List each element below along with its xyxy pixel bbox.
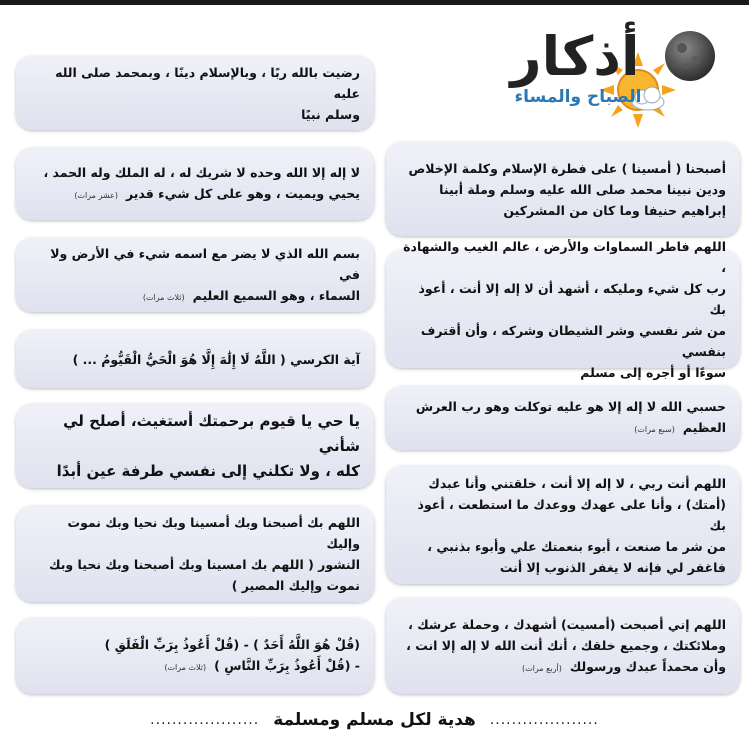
footer-dots-right: .................... — [489, 712, 599, 728]
dhikr-card-bismillah — [16, 238, 374, 312]
dhikr-card-ayat-kursi — [16, 330, 374, 388]
card-line-with-note — [400, 417, 726, 440]
dhikr-card-ushhiduk — [386, 598, 740, 694]
card-line: وسلم نبيًا — [301, 106, 360, 122]
card-line: وملائكتك ، وجميع خلقك ، أنك أنت الله لا إله إلا انت ، — [406, 637, 726, 653]
card-line-with-note — [400, 656, 726, 679]
card-line: اللهم بك أصبحنا وبك أمسينا وبك نحيا وبك نموت وإليك — [67, 515, 360, 551]
card-line-text: العظيم — [682, 420, 726, 435]
card-line: يا حي يا قيوم برحمتك أستغيث، أصلح لي شأني — [63, 411, 360, 455]
card-line-text: السماء ، وهو السميع العليم — [192, 287, 360, 303]
card-line: حسبي الله لا إله إلا هو عليه توكلت وهو رب العرش — [415, 399, 726, 414]
card-line: سوءًا أو أجره إلى مسلم — [580, 364, 726, 380]
dhikr-card-ya-hayy — [16, 404, 374, 488]
footer-dots-left: .................... — [150, 712, 260, 728]
card-line: اللهم إني أصبحت (أمسيت) أشهدك ، وحملة عرشك ، — [408, 616, 726, 632]
card-line: من شر ما صنعت ، أبوء بنعمتك علي وأبوء بذنبي ، — [427, 538, 726, 554]
card-line: نموت وإليك المصير ) — [231, 578, 360, 593]
card-line: من شر نفسي وشر الشيطان وشركه ، وأن أقترف بنفسي — [420, 322, 726, 359]
card-line: لا إله إلا الله وحده لا شريك له ، له الملك وله الحمد ، — [43, 165, 360, 180]
dhikr-card-fitrah — [386, 142, 740, 236]
logo-subtitle: الصباح والمساء — [514, 87, 642, 107]
dhikr-card-tahlil — [16, 148, 374, 220]
card-line: كله ، ولا تكلني إلى نفسي طرفة عين أبدًا — [56, 461, 360, 480]
card-line: فاغفر لي فإنه لا يغفر الذنوب إلا أنت — [499, 559, 726, 575]
card-line-text: - (قُلْ أَعُوذُ بِرَبِّ النَّاسِ ) — [214, 658, 360, 673]
card-line: اللهم فاطر السماوات والأرض ، عالم الغيب والشهادة ، — [403, 238, 726, 275]
logo-title: أذكار — [510, 25, 640, 88]
repeat-count: (ثلاث مرات) — [164, 663, 207, 672]
card-line: اللهم أنت ربي ، لا إله إلا أنت ، خلقتني وأنا عبدك — [428, 475, 726, 491]
card-line-with-note — [30, 285, 360, 308]
card-line: (قُلْ هُوَ اللَّهُ أَحَدٌ ) - (قُلْ أَعُوذُ بِرَبِّ الْفَلَقِ ) — [104, 637, 360, 652]
dhikr-card-sayyid-istighfar — [386, 466, 740, 584]
dhikr-card-fatir — [386, 238, 740, 380]
dhikr-card-muawwidhat — [16, 618, 374, 694]
card-line: ودين نبينا محمد صلى الله عليه وسلم وملة أبينا — [439, 181, 726, 197]
repeat-count: (ثلاث مرات) — [142, 292, 185, 302]
card-line: آية الكرسي ( اللَّهُ لَا إِلَٰهَ إِلَّا هُوَ الْحَيُّ الْقَيُّومُ ... ) — [72, 351, 360, 367]
card-line: النشور ( اللهم بك امسينا وبك أصبحنا وبك نحيا وبك — [49, 557, 360, 572]
card-line: (أمتك) ، وأنا على عهدك ووعدك ما استطعت ، أعوذ بك — [417, 496, 726, 533]
card-line: أصبحنا ( أمسينا ) على فطرة الإسلام وكلمة الإخلاص — [408, 160, 726, 176]
card-line: رضيت بالله ربًا ، وبالإسلام دينًا ، وبمحمد صلى الله عليه — [55, 64, 360, 101]
dhikr-card-raditu — [16, 56, 374, 130]
footer — [0, 700, 749, 740]
card-line: بسم الله الذي لا يضر مع اسمه شيء في الأرض ولا في — [50, 245, 360, 282]
repeat-count: (عشر مرات) — [74, 191, 118, 200]
dhikr-card-hasbi — [386, 386, 740, 450]
card-line: إبراهيم حنيفا وما كان من المشركين — [503, 202, 726, 218]
card-line: رب كل شيء ومليكه ، أشهد أن لا إله إلا أنت ، أعوذ بك — [418, 280, 726, 317]
card-line-text: يحيي ويميت ، وهو على كل شيء قدير — [125, 186, 360, 201]
footer-gift-text: هدية لكل مسلم ومسلمة — [273, 710, 476, 730]
card-line-with-note — [30, 655, 360, 678]
card-line-with-note — [30, 183, 360, 206]
card-line-text: وأن محمداً عبدك ورسولك — [569, 658, 726, 674]
repeat-count: (أربع مرات) — [522, 663, 562, 673]
dhikr-card-bika-asbahna — [16, 506, 374, 602]
top-border — [0, 0, 749, 5]
logo — [430, 20, 730, 130]
repeat-count: (سبع مرات) — [634, 425, 675, 434]
